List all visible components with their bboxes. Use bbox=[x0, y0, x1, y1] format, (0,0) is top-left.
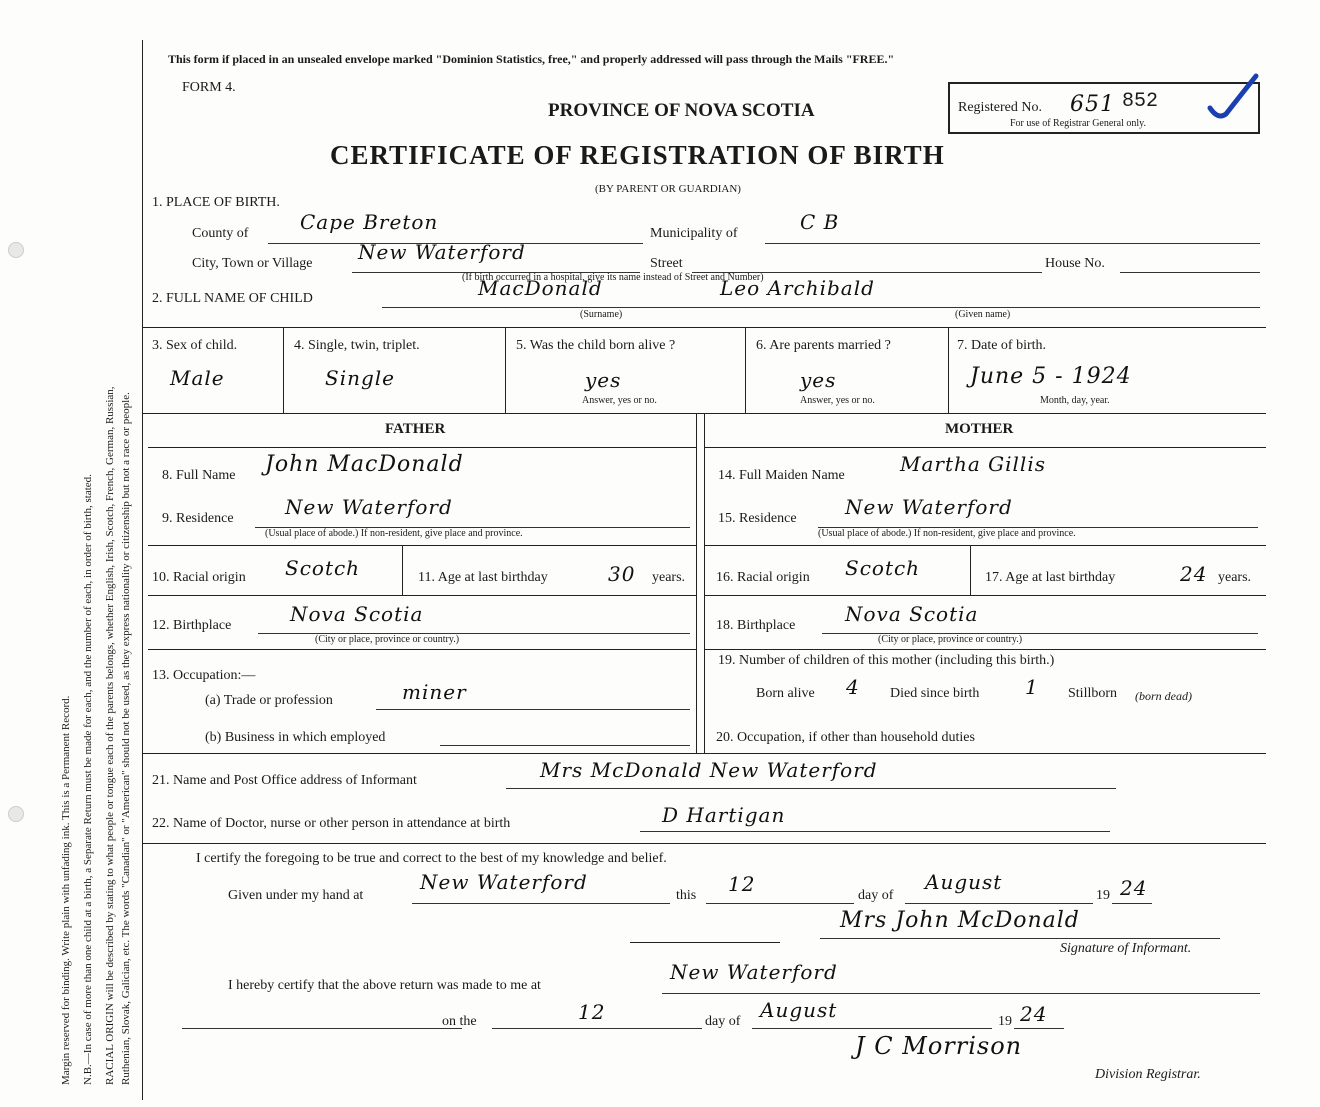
father-birthplace-note: (City or place, province or country.) bbox=[315, 634, 460, 645]
place-label: 1. PLACE OF BIRTH. bbox=[152, 195, 280, 210]
father-trade-line bbox=[376, 709, 690, 710]
col-div-b bbox=[505, 327, 506, 413]
alive-caption: Answer, yes or no. bbox=[582, 395, 657, 406]
mother-residence-label: 15. Residence bbox=[718, 511, 797, 526]
this-value: 12 bbox=[728, 872, 756, 896]
certificate-title: CERTIFICATE OF REGISTRATION OF BIRTH bbox=[330, 140, 945, 170]
father-abode-note: (Usual place of abode.) If non-resident, give place and province. bbox=[265, 528, 523, 539]
registrar-signature: J C Morrison bbox=[855, 1032, 1023, 1060]
return-place-line bbox=[662, 993, 1260, 994]
year-prefix: 19 bbox=[1096, 888, 1110, 903]
father-heading: FATHER bbox=[385, 421, 446, 437]
col-div-c bbox=[745, 327, 746, 413]
registered-box bbox=[948, 82, 1260, 134]
dob-value: June 5 - 1924 bbox=[970, 364, 1132, 389]
father-age-label: 11. Age at last birthday bbox=[418, 570, 548, 585]
mother-line-b bbox=[704, 545, 1266, 546]
plurality-label: 4. Single, twin, triplet. bbox=[294, 338, 420, 353]
registered-value-hand: 651 bbox=[1070, 92, 1115, 117]
married-caption: Answer, yes or no. bbox=[800, 395, 875, 406]
month-line bbox=[905, 903, 1093, 904]
mother-age-value: 24 bbox=[1180, 562, 1208, 586]
father-age-value: 30 bbox=[608, 562, 636, 586]
mother-age-label: 17. Age at last birthday bbox=[985, 570, 1116, 585]
informant-line bbox=[506, 788, 1116, 789]
city-label: City, Town or Village bbox=[192, 256, 313, 271]
doctor-value: D Hartigan bbox=[662, 803, 786, 827]
province-title: PROVINCE OF NOVA SCOTIA bbox=[548, 100, 815, 121]
house-line bbox=[1120, 272, 1260, 273]
father-name-value: John MacDonald bbox=[265, 452, 464, 477]
doctor-label: 22. Name of Doctor, nurse or other person in attendance at birth bbox=[152, 816, 511, 831]
on-the-value: 12 bbox=[578, 1000, 606, 1024]
certify-statement: I certify the foregoing to be true and correct to the best of my knowledge and belief. bbox=[196, 851, 667, 866]
row-divider-4 bbox=[142, 843, 1266, 844]
married-label: 6. Are parents married ? bbox=[756, 338, 891, 353]
day-of-label: day of bbox=[858, 888, 894, 903]
mother-years-label: years. bbox=[1218, 570, 1252, 585]
mother-abode-note: (Usual place of abode.) If non-resident, give place and province. bbox=[818, 528, 1076, 539]
alive-value: yes bbox=[585, 368, 622, 392]
mother-birthplace-note: (City or place, province or country.) bbox=[878, 634, 1023, 645]
nb-note: N.B.—In case of more than one child at a birth, a Separate Return must be made for each, and the number of each, in order of birth, stated. bbox=[82, 474, 94, 1085]
this-line bbox=[706, 903, 854, 904]
father-birthplace-label: 12. Birthplace bbox=[152, 618, 232, 633]
dob-label: 7. Date of birth. bbox=[957, 338, 1047, 353]
father-residence-label: 9. Residence bbox=[162, 511, 234, 526]
street-label: Street bbox=[650, 256, 683, 271]
father-line-b bbox=[148, 545, 696, 546]
given-place-value: New Waterford bbox=[420, 870, 588, 894]
parents-divider-left bbox=[696, 413, 697, 753]
mother-racial-value: Scotch bbox=[845, 556, 921, 580]
return-label: I hereby certify that the above return was made to me at bbox=[228, 978, 541, 993]
signature-line bbox=[820, 938, 1220, 939]
municipality-line bbox=[765, 243, 1260, 244]
father-trade-label: (a) Trade or profession bbox=[205, 693, 333, 708]
year-value: 24 bbox=[1120, 876, 1148, 900]
registered-label: Registered No. bbox=[958, 100, 1042, 115]
mother-occupation-label: 20. Occupation, if other than household duties bbox=[716, 730, 975, 745]
father-age-divider bbox=[402, 545, 403, 595]
given-caption: (Given name) bbox=[955, 309, 1011, 320]
mother-line-a bbox=[704, 447, 1266, 448]
on-the-lead-line bbox=[182, 1028, 462, 1029]
child-name-line bbox=[382, 307, 1260, 308]
county-label: County of bbox=[192, 226, 249, 241]
father-racial-label: 10. Racial origin bbox=[152, 570, 246, 585]
dob-caption: Month, day, year. bbox=[1040, 395, 1110, 406]
month-line-2 bbox=[752, 1028, 992, 1029]
informant-signature: Mrs John McDonald bbox=[840, 908, 1080, 933]
house-label: House No. bbox=[1045, 256, 1105, 271]
stillborn-note: (born dead) bbox=[1135, 689, 1192, 703]
month-value: August bbox=[925, 870, 1003, 894]
on-the-label: on the bbox=[442, 1014, 477, 1029]
year-line-2 bbox=[1014, 1028, 1064, 1029]
child-name-label: 2. FULL NAME OF CHILD bbox=[152, 291, 313, 306]
surname-caption: (Surname) bbox=[580, 309, 623, 320]
certificate-subtitle: (BY PARENT OR GUARDIAN) bbox=[595, 183, 741, 195]
binding-hole-bottom bbox=[8, 806, 24, 822]
separator-short bbox=[630, 942, 780, 943]
year-value-2: 24 bbox=[1020, 1002, 1048, 1026]
mother-age-divider bbox=[970, 545, 971, 595]
mother-line-c bbox=[704, 595, 1266, 596]
on-the-line bbox=[492, 1028, 702, 1029]
father-birthplace-value: Nova Scotia bbox=[290, 602, 424, 626]
year-prefix-2: 19 bbox=[998, 1014, 1012, 1029]
return-place-value: New Waterford bbox=[670, 960, 838, 984]
col-div-d bbox=[948, 327, 949, 413]
form-left-border bbox=[142, 40, 143, 1100]
alive-label: 5. Was the child born alive ? bbox=[516, 338, 676, 353]
form-number: FORM 4. bbox=[182, 80, 236, 95]
father-business-line bbox=[440, 745, 690, 746]
child-surname: MacDonald bbox=[478, 276, 603, 300]
blue-check-mark-icon bbox=[1204, 70, 1264, 130]
given-place-line bbox=[412, 903, 670, 904]
county-value: Cape Breton bbox=[300, 210, 439, 234]
registrar-caption: Division Registrar. bbox=[1095, 1067, 1201, 1082]
father-business-label: (b) Business in which employed bbox=[205, 730, 386, 745]
day-of-label-2: day of bbox=[705, 1014, 741, 1029]
racial-note-1: RACIAL ORIGIN will be described by stating to what people or tongue each of the parents belongs, whether English, Irish, Scotch, French, German, Russian, bbox=[104, 386, 116, 1085]
stillborn-label: Stillborn bbox=[1068, 686, 1118, 701]
born-alive-label: Born alive bbox=[756, 686, 815, 701]
father-years-label: years. bbox=[652, 570, 686, 585]
informant-label: 21. Name and Post Office address of Informant bbox=[152, 773, 417, 788]
municipality-label: Municipality of bbox=[650, 226, 738, 241]
father-line-d bbox=[148, 649, 696, 650]
father-name-label: 8. Full Name bbox=[162, 468, 236, 483]
born-alive-value: 4 bbox=[846, 675, 860, 699]
registered-value-stamp: 852 bbox=[1122, 90, 1159, 113]
sex-value: Male bbox=[170, 366, 225, 390]
mother-birthplace-value: Nova Scotia bbox=[845, 602, 979, 626]
informant-value: Mrs McDonald New Waterford bbox=[540, 758, 878, 782]
month-value-2: August bbox=[760, 998, 838, 1022]
plurality-value: Single bbox=[325, 366, 396, 390]
mother-line-d bbox=[704, 649, 1266, 650]
died-value: 1 bbox=[1025, 675, 1039, 699]
margin-note: Margin reserved for binding. Write plain with unfading ink. This is a Permanent Record. bbox=[60, 695, 72, 1085]
racial-note-2: Ruthenian, Slovak, Galician, etc. The words "Canadian" or "American" should not be used, as they express nationality or citizenship but not a race or people. bbox=[120, 392, 132, 1085]
died-label: Died since birth bbox=[890, 686, 980, 701]
mother-racial-label: 16. Racial origin bbox=[716, 570, 810, 585]
mail-notice: This form if placed in an unsealed envelope marked "Dominion Statistics, free," and properly addressed will pass through the Mails "FREE." bbox=[168, 52, 895, 66]
mother-birthplace-label: 18. Birthplace bbox=[716, 618, 796, 633]
row-divider-3 bbox=[142, 753, 1266, 754]
child-given-name: Leo Archibald bbox=[720, 276, 875, 300]
year-line bbox=[1112, 903, 1152, 904]
signature-caption: Signature of Informant. bbox=[1060, 941, 1192, 956]
mother-children-label: 19. Number of children of this mother (including this birth.) bbox=[718, 653, 1055, 668]
given-label: Given under my hand at bbox=[228, 888, 364, 903]
col-div-a bbox=[283, 327, 284, 413]
married-value: yes bbox=[800, 368, 837, 392]
father-racial-value: Scotch bbox=[285, 556, 361, 580]
father-line-c bbox=[148, 595, 696, 596]
row-divider-1 bbox=[142, 327, 1266, 328]
mother-heading: MOTHER bbox=[945, 421, 1014, 437]
father-residence-value: New Waterford bbox=[285, 495, 453, 519]
this-label: this bbox=[676, 888, 697, 903]
father-line-a bbox=[148, 447, 696, 448]
hospital-note: (If birth occurred in a hospital, give its name instead of Street and Number) bbox=[462, 272, 764, 283]
registrar-use-note: For use of Registrar General only. bbox=[1010, 118, 1146, 129]
sex-label: 3. Sex of child. bbox=[152, 338, 238, 353]
city-value: New Waterford bbox=[358, 240, 526, 264]
binding-hole-top bbox=[8, 242, 24, 258]
father-trade-value: miner bbox=[402, 680, 467, 704]
municipality-value: C B bbox=[800, 210, 840, 234]
mother-residence-value: New Waterford bbox=[845, 495, 1013, 519]
father-occupation-label: 13. Occupation:— bbox=[152, 668, 256, 683]
parents-divider-right bbox=[704, 413, 705, 753]
mother-name-label: 14. Full Maiden Name bbox=[718, 468, 845, 483]
mother-name-value: Martha Gillis bbox=[900, 452, 1046, 476]
doctor-line bbox=[640, 831, 1110, 832]
